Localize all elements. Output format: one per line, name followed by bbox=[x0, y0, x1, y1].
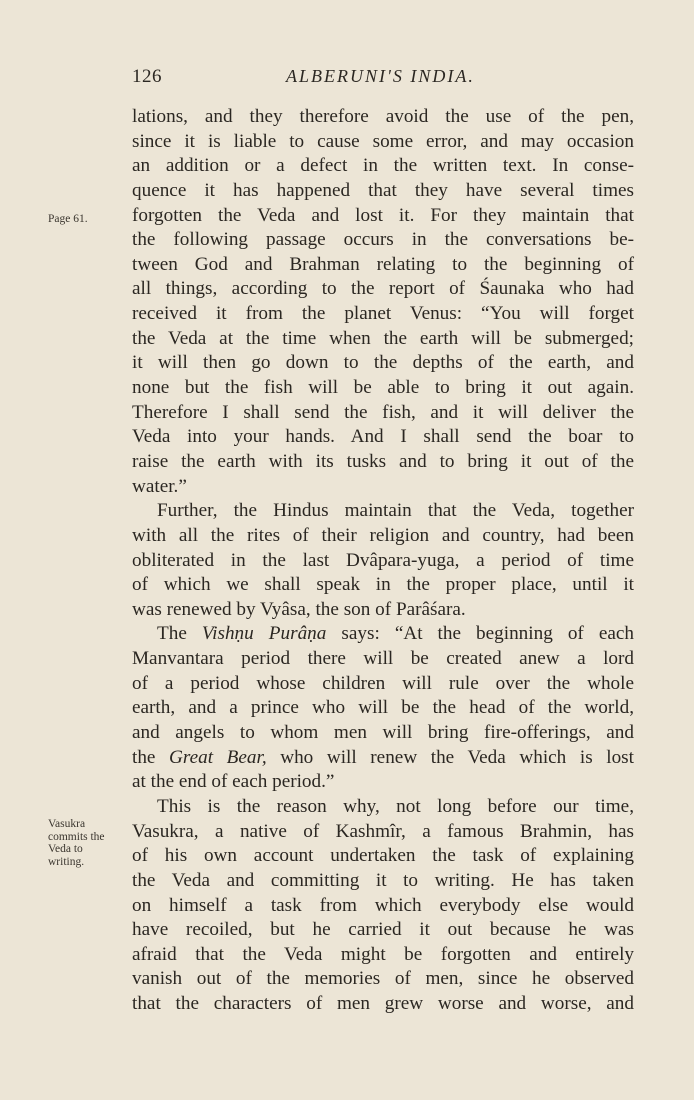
text-line: of a period whose children will rule over the whole bbox=[132, 672, 634, 694]
line-text: the bbox=[132, 746, 170, 768]
text-line: water.” bbox=[132, 475, 187, 497]
text-line: raise the earth with its tusks and to bring it out of the bbox=[132, 450, 634, 472]
text-line: since it is liable to cause some error, and may occasion bbox=[132, 130, 634, 152]
text-line: the Veda at the time when the earth will be submerged; bbox=[132, 327, 634, 349]
text-line: with all the rites of their religion and country, had been bbox=[132, 524, 634, 546]
text-line: forgotten the Veda and lost it. For they maintain that bbox=[132, 204, 634, 226]
text-line: and angels to whom men will bring fire-offerings, and bbox=[132, 722, 634, 744]
text-line: afraid that the Veda might be forgotten and entirely bbox=[132, 943, 634, 965]
text-line: of his own account undertaken the task of explaining bbox=[132, 845, 634, 867]
text-line: Veda into your hands. And I shall send the boar to bbox=[132, 426, 634, 448]
text-line: of which we shall speak in the proper place, until it bbox=[132, 574, 634, 596]
text-line: an addition or a defect in the written text. In conse- bbox=[132, 155, 634, 177]
text-line: Vasukra, a native of Kashmîr, a famous Brahmin, has bbox=[132, 820, 634, 842]
margin-note-line: Vasukra bbox=[48, 818, 86, 830]
italic-title: Vishṇu Purâṇa bbox=[201, 623, 327, 645]
text-line: Therefore I shall send the fish, and it will deliver the bbox=[132, 401, 634, 423]
text-line: quence it has happened that they have several times bbox=[132, 179, 634, 201]
text-line: This is the reason why, not long before our time, bbox=[157, 795, 634, 817]
text-line: lations, and they therefore avoid the use of the pen, bbox=[132, 106, 634, 127]
text-line: on himself a task from which everybody else would bbox=[132, 894, 634, 916]
text-line: none but the fish will be able to bring it out again. bbox=[132, 377, 634, 399]
line-text: says: “At the beginning of each bbox=[326, 623, 634, 645]
text-line: at the end of each period.” bbox=[132, 771, 335, 793]
text-line: all things, according to the report of Śaunaka who had bbox=[132, 278, 634, 300]
running-title: ALBERUNI'S INDIA. bbox=[286, 66, 475, 86]
text-line: earth, and a prince who will be the head of the world, bbox=[132, 697, 634, 719]
text-line: tween God and Brahman relating to the beginning of bbox=[132, 253, 634, 275]
text-line: the following passage occurs in the conversations be- bbox=[132, 229, 634, 251]
text-line: Further, the Hindus maintain that the Veda, together bbox=[157, 500, 634, 522]
body-text bbox=[132, 105, 634, 1017]
line-text: The bbox=[157, 623, 202, 645]
margin-note-line: writing. bbox=[48, 855, 85, 868]
text-line: received it from the planet Venus: “You will forget bbox=[132, 303, 634, 325]
margin-note-page-ref: Page 61. bbox=[48, 213, 88, 225]
margin-note-line: commits the bbox=[48, 830, 105, 843]
text-line: that the characters of men grew worse and worse, and bbox=[132, 993, 634, 1015]
page-number: 126 bbox=[132, 66, 162, 87]
text-line bbox=[132, 622, 634, 647]
text-line bbox=[132, 746, 634, 771]
text-line: obliterated in the last Dvâpara-yuga, a period of time bbox=[132, 549, 634, 571]
text-line: it will then go down to the depths of the earth, and bbox=[132, 352, 634, 374]
line-text: who will renew the Veda which is lost bbox=[266, 746, 634, 768]
margin-note-vasukra bbox=[48, 818, 105, 868]
margin-note-line: Veda to bbox=[48, 843, 83, 855]
text-line: was renewed by Vyâsa, the son of Parâśara. bbox=[132, 598, 466, 620]
text-line: vanish out of the memories of men, since he observed bbox=[132, 968, 634, 990]
text-line: have recoiled, but he carried it out because he was bbox=[132, 919, 634, 941]
running-head bbox=[132, 66, 634, 94]
text-line: the Veda and committing it to writing. He has taken bbox=[132, 869, 634, 891]
italic-title: Great Bear, bbox=[169, 746, 267, 768]
text-line: Manvantara period there will be created anew a lord bbox=[132, 648, 634, 670]
